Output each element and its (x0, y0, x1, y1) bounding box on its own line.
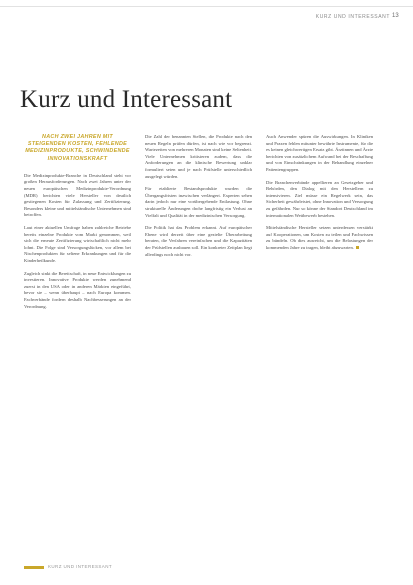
end-of-article-icon (356, 246, 359, 249)
article-paragraph: Auch Anwender spüren die Auswirkungen. In Kliniken und Praxen fehlen mitunter bewährte Instrumente, für die es keinen gleichwertigen Ersatz gibt. Ärztinnen und Ärzte berichten von zusätzlichem Aufwand bei der Beschaffung und von Einschränkungen in der Behandlung einzelner Patientengruppen. (266, 134, 373, 172)
article-column-3 (266, 134, 373, 258)
article-column-1 (24, 134, 131, 316)
header-rule (0, 6, 413, 7)
page-number: 13 (392, 13, 399, 19)
article-paragraph: Die Medizinprodukte-Branche in Deutschland steht vor großen Herausforderungen. Nach zwei Jahren unter der neuen europäischen Medizinprodukte-Verordnung (MDR) berichten viele Hersteller von deutlich gestiegenen Kosten für Zulassung und Zertifizierung. Besonders kleine und mittelständische Unternehmen sind betroffen. (24, 172, 131, 218)
article-lead: NACH ZWEI JAHREN MIT STEIGENDEN KOSTEN, FEHLENDE MEDIZINPRODUKTE, SCHWINDENDE INNOVATIONSKRAFT (25, 134, 130, 162)
article-paragraph: Laut einer aktuellen Umfrage haben zahlreiche Betriebe bereits einzelne Produkte vom Markt genommen, weil sich die erneute Zertifizierung wirtschaftlich nicht mehr lohnt. Die Folge sind Versorgungslücken, vor allem bei Nischenprodukten für seltene Erkrankungen und für die Kinderheilkunde. (24, 224, 131, 263)
article-paragraph: Die Branchenverbände appellieren an Gesetzgeber und Behörden, den Dialog mit den Herstellern zu intensivieren. Ziel müsse ein Regelwerk sein, das Sicherheit gewährleistet, ohne Innovation und Versorgung zu gefährden. Nur so könne der Standort Deutschland im internationalen Wettbewerb bestehen. (266, 179, 373, 218)
article-paragraph-text: Mittelständische Hersteller setzen unterdessen verstärkt auf Kooperationen, um Kosten zu teilen und Fachwissen zu bündeln. Ob dies ausreicht, um die Belastungen der kommenden Jahre zu tragen, bleibt abzuwarten. (266, 225, 373, 250)
article-paragraph: Für etablierte Bestandsprodukte wurden die Übergangsfristen inzwischen verlängert. Experten sehen darin jedoch nur eine vorübergehende Entlastung. Ohne strukturelle Änderungen drohe langfristig ein Verlust an Vielfalt und Qualität in der medizinischen Versorgung. (145, 186, 252, 218)
page-title: Kurz und Interessant (20, 86, 233, 113)
footer-text: KURZ UND INTERESSANT (48, 564, 113, 569)
footer-accent-bar (24, 566, 44, 569)
article-paragraph (266, 225, 373, 251)
article-paragraph: Die Politik hat das Problem erkannt. Auf europäischer Ebene wird derzeit über eine gezielte Überarbeitung beraten, die Verfahren vereinfachen und die Kapazitäten der Prüfstellen ausbauen soll. Ein konkreter Zeitplan liegt allerdings noch nicht vor. (145, 225, 252, 257)
section-label: KURZ UND INTERESSANT (315, 14, 390, 20)
article-paragraph: Zugleich sinkt die Bereitschaft, in neue Entwicklungen zu investieren. Innovative Produkte werden zunehmend zuerst in den USA oder in anderen Märkten eingeführt, bevor sie – wenn überhaupt – nach Europa kommen. Fachverbände fordern deshalb Nachbesserungen an der Verordnung. (24, 270, 131, 309)
article-column-2 (145, 134, 252, 264)
article-paragraph: Die Zahl der benannten Stellen, die Produkte nach den neuen Regeln prüfen dürfen, ist nach wie vor begrenzt. Wartezeiten von mehreren Monaten sind keine Seltenheit. Viele Unternehmen kritisieren zudem, dass die Anforderungen an die klinische Bewertung unklar formuliert seien und je nach Prüfstelle unterschiedlich ausgelegt würden. (145, 134, 252, 179)
